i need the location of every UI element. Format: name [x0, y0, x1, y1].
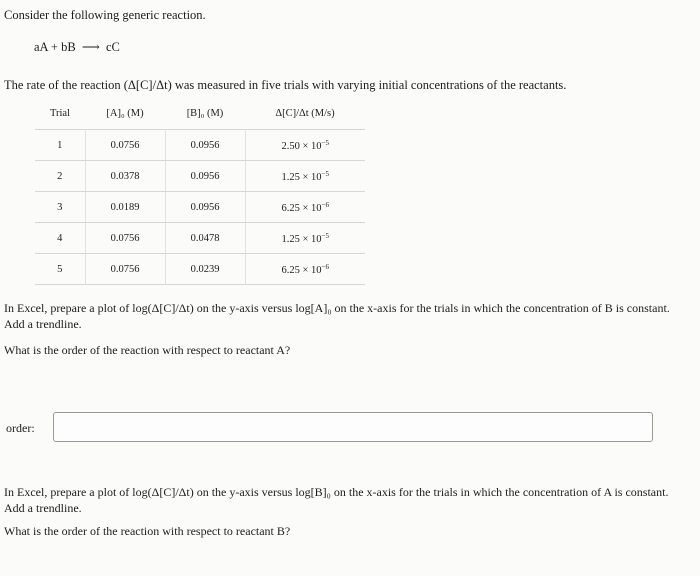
cell-rate: $1.25 \times 10^{-5}$: [245, 161, 365, 192]
order-a-input[interactable]: [53, 412, 653, 442]
intro-text: Consider the following generic reaction.: [4, 8, 206, 22]
cell-trial: 2: [35, 161, 85, 192]
cell-trial: 3: [35, 192, 85, 223]
cell-a0: 0.0756: [85, 254, 165, 285]
cell-b0: 0.0478: [165, 223, 245, 254]
cell-a0: 0.0756: [85, 223, 165, 254]
cell-b0: 0.0956: [165, 192, 245, 223]
cell-b0: 0.0956: [165, 130, 245, 161]
cell-a0: 0.0756: [85, 130, 165, 161]
header-rate: Δ[C]/Δt (M/s): [245, 97, 365, 130]
order-label: order:: [6, 421, 35, 435]
cell-trial: 5: [35, 254, 85, 285]
cell-b0: 0.0956: [165, 161, 245, 192]
header-trial: Trial: [35, 97, 85, 130]
table-row: [35, 192, 365, 223]
part-a-question: What is the order of the reaction with respect to reactant A?: [4, 343, 291, 357]
cell-rate: $6.25 \times 10^{-6}$: [245, 192, 365, 223]
table-row: [35, 223, 365, 254]
table-row: [35, 161, 365, 192]
part-b-instruction: In Excel, prepare a plot of log(Δ[C]/Δt) on the y-axis versus log[B]₀ on the x-axis for the trials in which the concentration of A is constant. Add a trendline.: [4, 485, 669, 515]
equation-products: cC: [105, 40, 120, 54]
header-a0: [A]₀ (M): [85, 97, 165, 130]
rate-description: The rate of the reaction (Δ[C]/Δt) was measured in five trials with varying initial concentrations of the reactants.: [4, 78, 567, 92]
cell-b0: 0.0239: [165, 254, 245, 285]
cell-a0: 0.0189: [85, 192, 165, 223]
rate-data-table: [35, 97, 365, 285]
cell-trial: 4: [35, 223, 85, 254]
cell-rate: $2.50 \times 10^{-5}$: [245, 130, 365, 161]
header-b0: [B]₀ (M): [165, 97, 245, 130]
table-row: [35, 130, 365, 161]
cell-trial: 1: [35, 130, 85, 161]
reaction-arrow-icon: ⟶: [81, 40, 100, 54]
part-b-question: What is the order of the reaction with respect to reactant B?: [4, 524, 291, 538]
part-a-instruction: In Excel, prepare a plot of log(Δ[C]/Δt) on the y-axis versus log[A]₀ on the x-axis for the trials in which the concentration of B is constant. Add a trendline.: [4, 301, 670, 331]
table-header-row: [35, 97, 365, 130]
table-row: [35, 254, 365, 285]
cell-rate: $6.25 \times 10^{-6}$: [245, 254, 365, 285]
equation-reactants: aA + bB: [34, 40, 76, 54]
reaction-equation: [34, 39, 120, 55]
cell-a0: 0.0378: [85, 161, 165, 192]
cell-rate: $1.25 \times 10^{-5}$: [245, 223, 365, 254]
